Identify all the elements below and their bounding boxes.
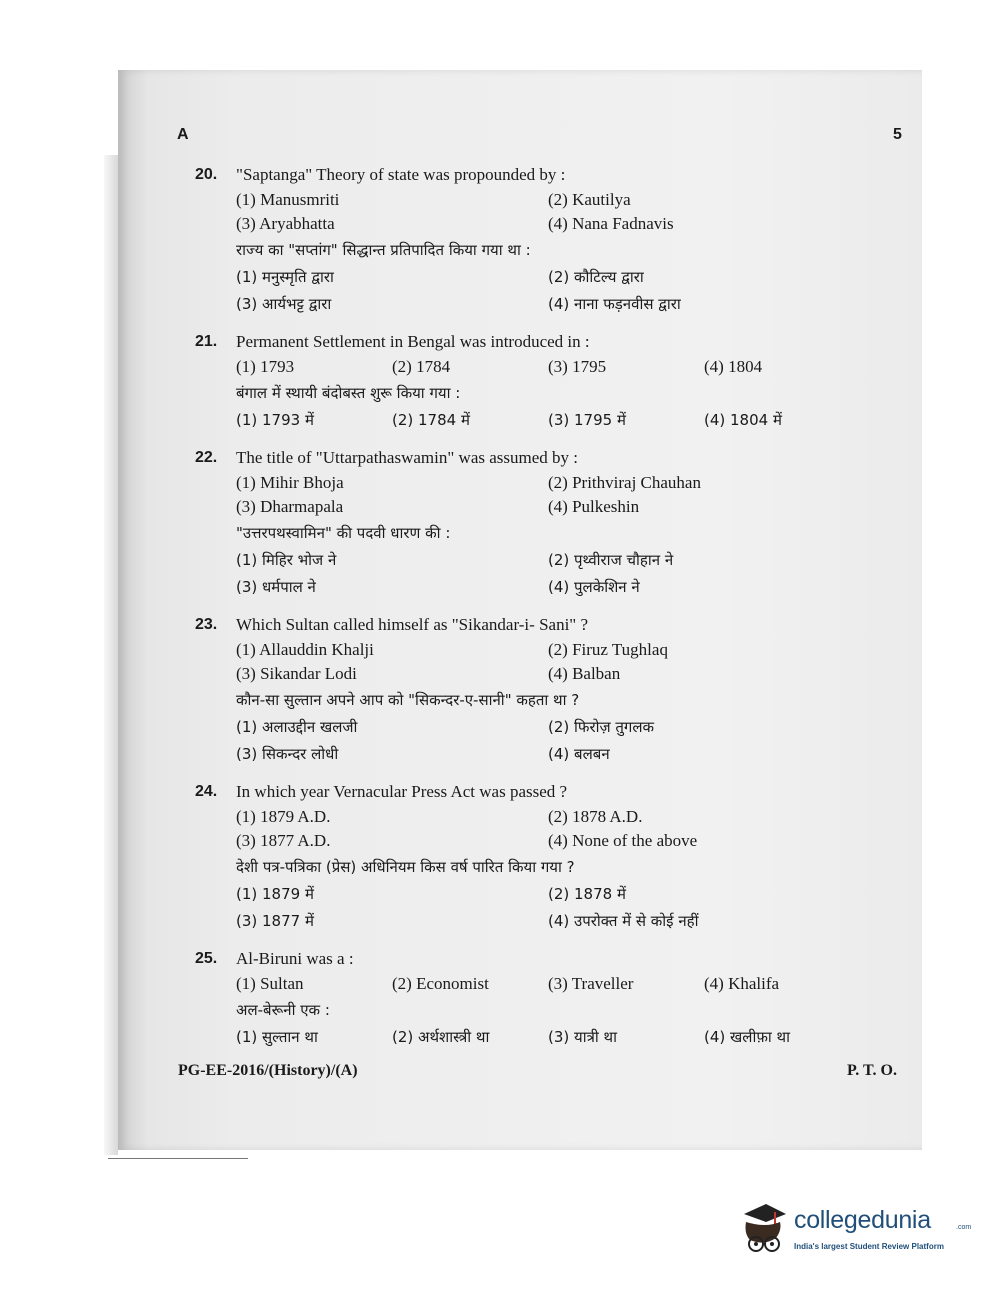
option-1-en: (1) 1793	[236, 357, 295, 376]
option-3-en: (3) Sikandar Lodi	[236, 664, 357, 683]
question-text-hi: राज्य का "सप्तांग" सिद्धान्त प्रतिपादित किया गया था :	[236, 241, 531, 259]
option-3-en: (3) Dharmapala	[236, 497, 344, 516]
option-4-en: (4) Nana Fadnavis	[548, 214, 674, 233]
option-4-hi: (4) पुलकेशिन ने	[548, 578, 640, 596]
question-text-en: The title of "Uttarpathaswamin" was assumed by :	[236, 448, 578, 467]
brand-name: collegedunia	[794, 1206, 931, 1234]
option-1-en: (1) Allauddin Khalji	[236, 640, 374, 659]
question-text-hi: बंगाल में स्थायी बंदोबस्त शुरू किया गया :	[236, 384, 461, 402]
option-1-hi: (1) 1793 में	[236, 411, 314, 429]
option-2-hi: (2) 1784 में	[392, 411, 470, 429]
option-2-hi: (2) फिरोज़ तुगलक	[548, 718, 655, 736]
option-4-hi: (4) उपरोक्त में से कोई नहीं	[548, 912, 699, 930]
option-1-hi: (1) मिहिर भोज ने	[236, 551, 337, 569]
collegedunia-watermark	[736, 1200, 972, 1262]
option-2-en: (2) Prithviraj Chauhan	[548, 473, 701, 492]
question-text-hi: "उत्तरपथस्वामिन" की पदवी धारण की :	[236, 524, 451, 542]
question-number: 25.	[195, 950, 218, 967]
please-turn-over: P. T. O.	[847, 1062, 897, 1079]
option-2-en: (2) Economist	[392, 974, 489, 993]
option-1-en: (1) Sultan	[236, 974, 304, 993]
question-text-hi: अल-बेरूनी एक :	[236, 1001, 330, 1019]
option-2-hi: (2) कौटिल्य द्वारा	[548, 268, 644, 286]
option-3-hi: (3) 1795 में	[548, 411, 626, 429]
option-3-en: (3) 1877 A.D.	[236, 831, 331, 850]
option-2-hi: (2) अर्थशास्त्री था	[392, 1028, 490, 1046]
option-3-hi: (3) सिकन्दर लोधी	[236, 745, 339, 763]
option-3-hi: (3) धर्मपाल ने	[236, 578, 316, 596]
option-2-hi: (2) पृथ्वीराज चौहान ने	[548, 551, 674, 569]
option-1-hi: (1) मनुस्मृति द्वारा	[236, 268, 334, 286]
booklet-set-label: A	[177, 126, 189, 143]
option-4-hi: (4) बलबन	[548, 745, 610, 763]
question-text-en: Permanent Settlement in Bengal was introduced in :	[236, 332, 590, 351]
brand-tld: .com	[956, 1224, 972, 1231]
option-1-hi: (1) अलाउद्दीन खलजी	[236, 718, 358, 736]
question-number: 20.	[195, 166, 218, 183]
mascot-icon	[736, 1200, 792, 1260]
option-4-hi: (4) नाना फड़नवीस द्वारा	[548, 295, 681, 313]
question-text-hi: कौन-सा सुल्तान अपने आप को "सिकन्दर-ए-सानी" कहता था ?	[236, 691, 580, 709]
option-4-hi: (4) खलीफ़ा था	[704, 1028, 791, 1046]
option-3-en: (3) 1795	[548, 357, 607, 376]
option-3-en: (3) Traveller	[548, 974, 634, 993]
option-4-en: (4) Pulkeshin	[548, 497, 640, 516]
question-number: 24.	[195, 783, 218, 800]
page-edge-line	[108, 1158, 248, 1159]
exam-code: PG-EE-2016/(History)/(A)	[178, 1062, 358, 1079]
option-1-hi: (1) 1879 में	[236, 885, 314, 903]
option-2-hi: (2) 1878 में	[548, 885, 626, 903]
option-3-hi: (3) आर्यभट्ट द्वारा	[236, 295, 332, 313]
option-2-en: (2) 1878 A.D.	[548, 807, 643, 826]
option-4-en: (4) Balban	[548, 664, 621, 683]
question-text-en: Which Sultan called himself as "Sikandar-i- Sani" ?	[236, 615, 589, 634]
option-3-hi: (3) यात्री था	[548, 1028, 618, 1046]
question-number: 21.	[195, 333, 218, 350]
page-number: 5	[893, 126, 902, 143]
question-text-en: In which year Vernacular Press Act was passed ?	[236, 782, 568, 801]
question-text-en: "Saptanga" Theory of state was propounded by :	[236, 165, 566, 184]
option-4-en: (4) 1804	[704, 357, 763, 376]
question-text-en: Al-Biruni was a :	[236, 949, 354, 968]
option-2-en: (2) Kautilya	[548, 190, 631, 209]
brand-tagline: India's largest Student Review Platform	[794, 1242, 944, 1251]
question-number: 23.	[195, 616, 218, 633]
option-1-hi: (1) सुल्तान था	[236, 1028, 318, 1046]
question-number: 22.	[195, 449, 218, 466]
option-3-hi: (3) 1877 में	[236, 912, 314, 930]
option-3-en: (3) Aryabhatta	[236, 214, 335, 233]
option-1-en: (1) Manusmriti	[236, 190, 340, 209]
option-1-en: (1) 1879 A.D.	[236, 807, 331, 826]
option-4-en: (4) None of the above	[548, 831, 698, 850]
option-2-en: (2) 1784	[392, 357, 451, 376]
option-4-hi: (4) 1804 में	[704, 411, 782, 429]
question-text-hi: देशी पत्र-पत्रिका (प्रेस) अधिनियम किस वर्ष पारित किया गया ?	[236, 858, 575, 876]
option-2-en: (2) Firuz Tughlaq	[548, 640, 668, 659]
page-edge	[104, 155, 118, 1155]
option-4-en: (4) Khalifa	[704, 974, 780, 993]
option-1-en: (1) Mihir Bhoja	[236, 473, 344, 492]
